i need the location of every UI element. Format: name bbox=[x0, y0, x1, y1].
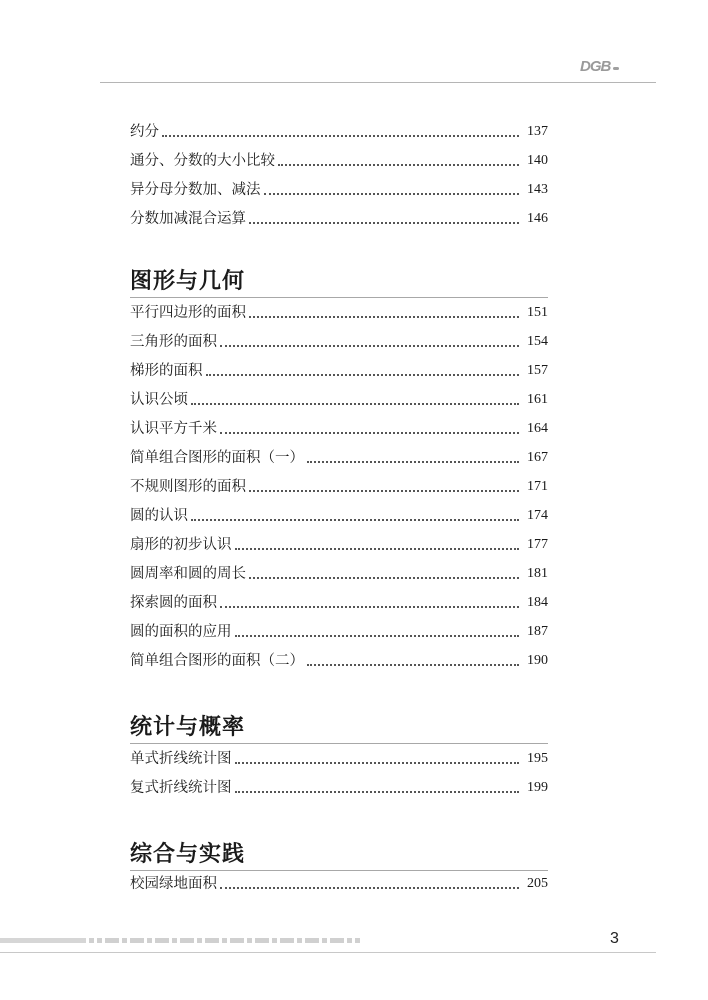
toc-entry-page: 151 bbox=[527, 305, 548, 320]
toc-leader-dots bbox=[162, 135, 519, 137]
toc-leader-dots bbox=[235, 635, 520, 637]
toc-entry[interactable] bbox=[130, 446, 548, 468]
toc-entry-title: 三角形的面积 bbox=[130, 334, 217, 350]
toc-entry-title: 认识公顷 bbox=[130, 392, 188, 408]
toc-leader-dots bbox=[220, 345, 519, 347]
toc-entry[interactable] bbox=[130, 475, 548, 497]
publisher-logo: DGB bbox=[580, 58, 611, 75]
toc-entry-page: 157 bbox=[527, 363, 548, 378]
toc-entry-page: 143 bbox=[527, 182, 548, 197]
toc-entry-page: 154 bbox=[527, 334, 548, 349]
toc-leader-dots bbox=[307, 461, 519, 463]
toc-entry[interactable] bbox=[130, 562, 548, 584]
page-number: 3 bbox=[610, 930, 619, 947]
toc-entry-page: 184 bbox=[527, 595, 548, 610]
toc-entry-title: 圆周率和圆的周长 bbox=[130, 566, 246, 582]
toc-entry-title: 通分、分数的大小比较 bbox=[130, 153, 275, 169]
toc-entry-title: 探索圆的面积 bbox=[130, 595, 217, 611]
toc-entry-page: 190 bbox=[527, 653, 548, 668]
toc-entry[interactable] bbox=[130, 591, 548, 613]
toc-entry[interactable] bbox=[130, 120, 548, 142]
toc-leader-dots bbox=[220, 887, 519, 889]
toc-entry-title: 简单组合图形的面积（二） bbox=[130, 653, 304, 669]
toc-entry[interactable] bbox=[130, 301, 548, 323]
section-heading: 综合与实践 bbox=[130, 842, 246, 867]
toc-entry-page: 177 bbox=[527, 537, 548, 552]
toc-leader-dots bbox=[249, 577, 519, 579]
toc-entry-page: 174 bbox=[527, 508, 548, 523]
section-heading: 统计与概率 bbox=[130, 715, 246, 740]
toc-entry-page: 195 bbox=[527, 751, 548, 766]
toc-leader-dots bbox=[278, 164, 519, 166]
section-heading-rule bbox=[130, 870, 548, 871]
toc-entry[interactable] bbox=[130, 388, 548, 410]
toc-entry-title: 扇形的初步认识 bbox=[130, 537, 232, 553]
toc-entry-title: 不规则图形的面积 bbox=[130, 479, 246, 495]
toc-leader-dots bbox=[249, 222, 519, 224]
toc-entry-title: 平行四边形的面积 bbox=[130, 305, 246, 321]
toc-entry[interactable] bbox=[130, 417, 548, 439]
toc-entry[interactable] bbox=[130, 620, 548, 642]
toc-entry-title: 异分母分数加、减法 bbox=[130, 182, 261, 198]
toc-entry-page: 167 bbox=[527, 450, 548, 465]
toc-entry-title: 认识平方千米 bbox=[130, 421, 217, 437]
toc-entry[interactable] bbox=[130, 359, 548, 381]
toc-leader-dots bbox=[235, 762, 520, 764]
toc-leader-dots bbox=[235, 548, 520, 550]
footer-decoration-bar bbox=[0, 938, 360, 943]
toc-leader-dots bbox=[191, 403, 519, 405]
toc-entry-page: 187 bbox=[527, 624, 548, 639]
toc-entry-page: 137 bbox=[527, 124, 548, 139]
toc-entry-title: 简单组合图形的面积（一） bbox=[130, 450, 304, 466]
toc-entry[interactable] bbox=[130, 207, 548, 229]
toc-leader-dots bbox=[220, 432, 519, 434]
toc-entry[interactable] bbox=[130, 330, 548, 352]
toc-entry-title: 圆的面积的应用 bbox=[130, 624, 232, 640]
toc-leader-dots bbox=[220, 606, 519, 608]
toc-entry-page: 146 bbox=[527, 211, 548, 226]
toc-entry[interactable] bbox=[130, 178, 548, 200]
toc-entry[interactable] bbox=[130, 872, 548, 894]
section-heading: 图形与几何 bbox=[130, 269, 246, 294]
toc-entry-title: 圆的认识 bbox=[130, 508, 188, 524]
toc-entry-page: 164 bbox=[527, 421, 548, 436]
toc-entry[interactable] bbox=[130, 747, 548, 769]
toc-entry-title: 校园绿地面积 bbox=[130, 876, 217, 892]
toc-leader-dots bbox=[249, 490, 519, 492]
header-rule bbox=[100, 82, 656, 83]
publisher-logo-mark bbox=[613, 67, 619, 70]
toc-entry-page: 205 bbox=[527, 876, 548, 891]
toc-leader-dots bbox=[249, 316, 519, 318]
toc-entry-title: 梯形的面积 bbox=[130, 363, 203, 379]
toc-entry-page: 140 bbox=[527, 153, 548, 168]
toc-entry-title: 单式折线统计图 bbox=[130, 751, 232, 767]
section-heading-rule bbox=[130, 743, 548, 744]
toc-entry-page: 199 bbox=[527, 780, 548, 795]
toc-entry-page: 181 bbox=[527, 566, 548, 581]
toc-entry[interactable] bbox=[130, 533, 548, 555]
toc-entry[interactable] bbox=[130, 504, 548, 526]
toc-entry-page: 161 bbox=[527, 392, 548, 407]
toc-leader-dots bbox=[206, 374, 520, 376]
toc-entry-title: 分数加减混合运算 bbox=[130, 211, 246, 227]
toc-entry[interactable] bbox=[130, 149, 548, 171]
toc-entry-title: 复式折线统计图 bbox=[130, 780, 232, 796]
toc-entry-page: 171 bbox=[527, 479, 548, 494]
toc-leader-dots bbox=[307, 664, 519, 666]
toc-entry-title: 约分 bbox=[130, 124, 159, 140]
toc-entry[interactable] bbox=[130, 776, 548, 798]
section-heading-rule bbox=[130, 297, 548, 298]
toc-leader-dots bbox=[191, 519, 519, 521]
toc-entry[interactable] bbox=[130, 649, 548, 671]
footer-rule bbox=[0, 952, 656, 953]
toc-leader-dots bbox=[235, 791, 520, 793]
toc-leader-dots bbox=[264, 193, 520, 195]
